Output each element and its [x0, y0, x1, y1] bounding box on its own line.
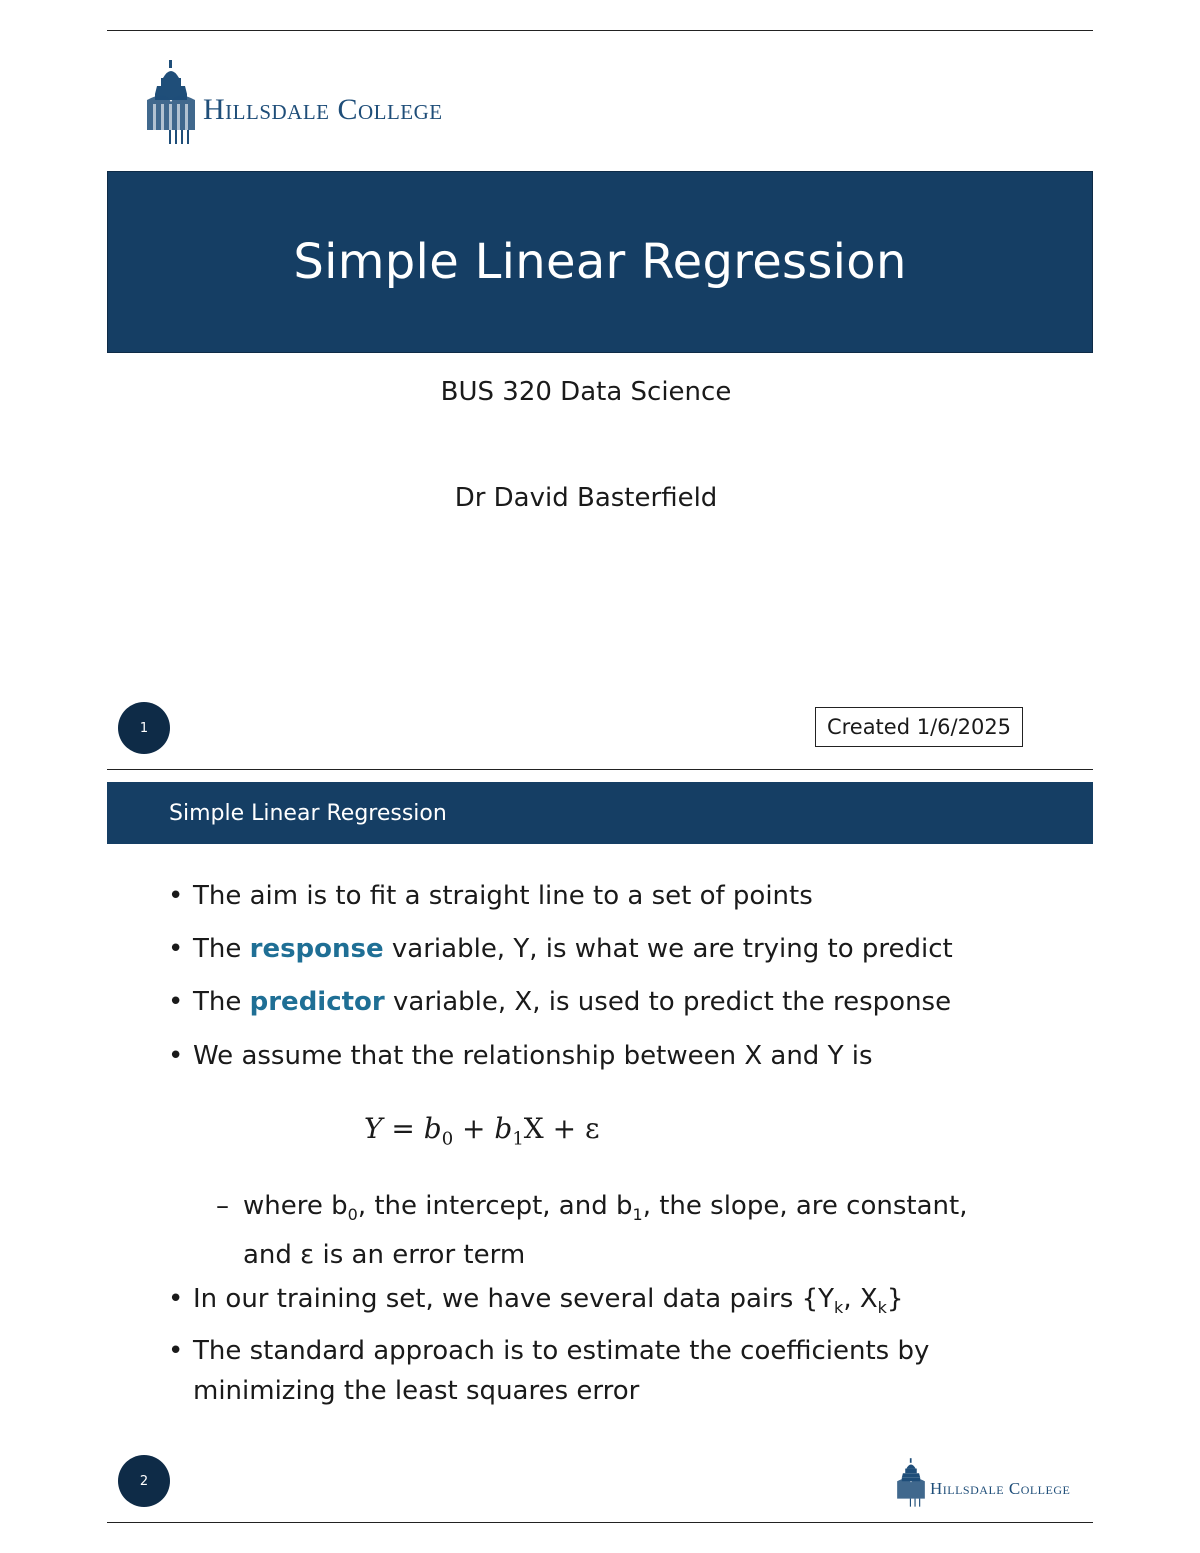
bullet-1-text: The aim is to fit a straight line to a set of points — [193, 881, 813, 911]
slide2-bullet-1 — [168, 876, 813, 916]
slide1-author: Dr David Basterfield — [454, 483, 718, 513]
bullet-4-text: We assume that the relationship between X and Y is — [193, 1041, 873, 1071]
bullet-6-line2: minimizing the least squares error — [193, 1376, 640, 1406]
bullet-2-post: variable, Y, is what we are trying to predict — [383, 934, 953, 964]
equation-epsilon: ε — [585, 1112, 600, 1145]
slide2-header: Simple Linear Regression — [169, 800, 447, 826]
subbullet-sub1: 1 — [632, 1205, 643, 1225]
slide2-subbullet — [216, 1186, 967, 1275]
slide1-course: BUS 320 Data Science — [440, 377, 732, 407]
bullet-dot-icon: • — [168, 1336, 184, 1366]
bullet-5-post: } — [886, 1284, 904, 1314]
bullet-dot-icon: • — [168, 1041, 184, 1071]
subbullet-pre: where b — [243, 1191, 348, 1221]
slide2-bullet-3 — [168, 982, 951, 1022]
slide1-created-text: Created 1/6/2025 — [826, 715, 1012, 739]
bullet-dot-icon: • — [168, 987, 184, 1017]
slide2-bottom-rule — [107, 1522, 1093, 1523]
bullet-dot-icon: • — [168, 881, 184, 911]
bullet-5-pre: In our training set, we have several data pairs {Y — [193, 1284, 835, 1314]
slide2-bullet-2 — [168, 929, 953, 969]
slide2-bullet-5 — [168, 1279, 903, 1328]
equation-b1: b — [494, 1112, 513, 1145]
slide1-number: 1 — [139, 720, 149, 736]
slide2-logo-text: Hillsdale College — [930, 1479, 1071, 1498]
slide1-number-badge — [118, 702, 170, 754]
slide1-title: Simple Linear Regression — [293, 234, 907, 290]
bullet-5-sub1: k — [834, 1298, 844, 1318]
bullet-3-post: variable, X, is used to predict the response — [384, 987, 952, 1017]
building-dome-icon — [145, 60, 197, 146]
slide1-title-band — [107, 171, 1093, 353]
slide-divider-rule — [107, 769, 1093, 770]
slide1-logo — [145, 60, 443, 146]
subbullet-sub0: 0 — [347, 1205, 358, 1225]
bullet-2-pre: The — [193, 934, 250, 964]
bullet-dot-icon: • — [168, 1284, 184, 1314]
slide2-logo — [896, 1458, 1070, 1508]
bullet-dot-icon: • — [168, 934, 184, 964]
equation-plus-2: + — [543, 1112, 585, 1145]
equation-plus-1: + — [453, 1112, 495, 1145]
equation-x: X — [523, 1112, 544, 1145]
bullet-6-line1: The standard approach is to estimate the coefficients by — [193, 1336, 930, 1366]
subbullet-dash-icon: – — [216, 1191, 229, 1221]
equation-equals: = — [382, 1112, 424, 1145]
equation-b0: b — [423, 1112, 442, 1145]
slide1-top-rule — [107, 30, 1093, 31]
bullet-3-pre: The — [193, 987, 250, 1017]
bullet-5-mid: , X — [843, 1284, 878, 1314]
slide2-bullet-4 — [168, 1036, 873, 1076]
building-dome-icon — [896, 1458, 926, 1508]
slide2-header-band — [107, 782, 1093, 844]
slide2-bullet-6 — [168, 1331, 929, 1411]
keyword-response: response — [249, 934, 384, 964]
subbullet-line2: and ε is an error term — [243, 1240, 526, 1271]
equation-sub1: 1 — [512, 1128, 524, 1150]
equation-lhs: Y — [364, 1112, 383, 1145]
bullet-5-sub2: k — [877, 1298, 887, 1318]
slide2-number: 2 — [139, 1473, 149, 1489]
subbullet-mid1: , the intercept, and b — [357, 1191, 633, 1221]
subbullet-mid2: , the slope, are constant, — [642, 1191, 968, 1221]
slide1-logo-text: Hillsdale College — [203, 93, 443, 126]
slide2-number-badge — [118, 1455, 170, 1507]
keyword-predictor: predictor — [249, 987, 385, 1017]
equation-sub0: 0 — [441, 1128, 454, 1150]
regression-equation — [364, 1112, 600, 1150]
slide1-created-box — [815, 707, 1023, 747]
